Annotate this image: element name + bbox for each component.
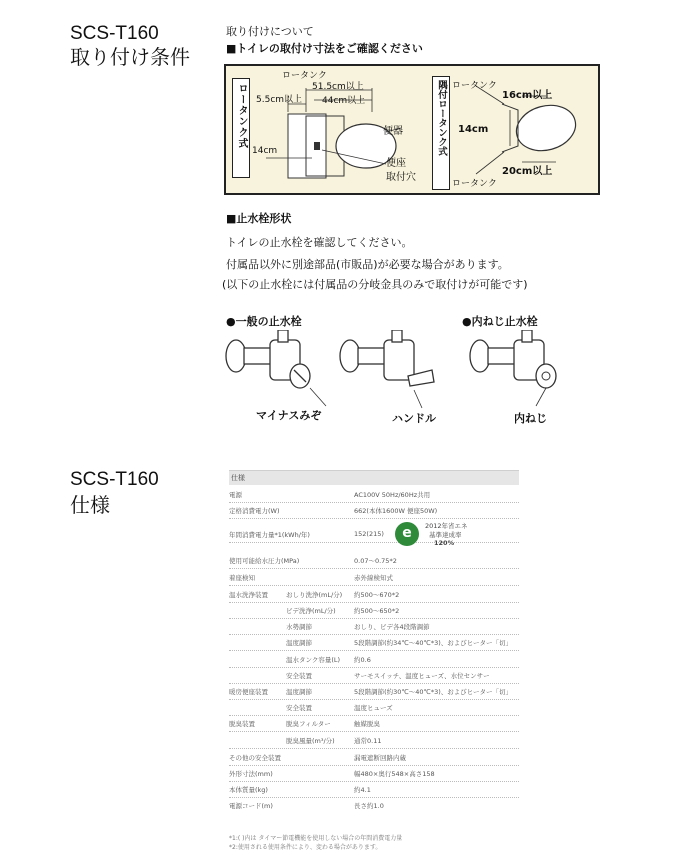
- spec-cell-c1: 電源コード(m): [229, 802, 273, 810]
- spec-cell-c2: 水勢調節: [286, 623, 312, 631]
- general-valve-label: ●一般の止水栓: [226, 315, 302, 328]
- spec-cell-c1: 本体質量(kg): [229, 786, 268, 794]
- spec-cell-c2: 脱臭フィルター: [286, 720, 331, 728]
- spec-row-divider: [229, 634, 519, 635]
- spec-table-header: [229, 470, 519, 485]
- spec-cell-c2: 安全装置: [286, 672, 312, 680]
- section2-model-title: SCS-T160: [70, 469, 159, 490]
- benki-label: 便器: [383, 126, 403, 137]
- spec-cell-c3: 漏電遮断回路内蔵: [354, 754, 406, 762]
- toritsuke-label: 取付穴: [386, 172, 416, 183]
- spec-cell-c3: サーモスイッチ、温度ヒューズ、水位センサー: [354, 672, 490, 680]
- caption-inner-thread: 内ねじ: [514, 412, 547, 425]
- install-subheading: ■トイレの取付け寸法をご確認ください: [226, 42, 423, 55]
- spec-cell-c3: 通常0.11: [354, 737, 382, 745]
- spec-cell-c2: 温度調節: [286, 639, 312, 647]
- benza-label: 便座: [386, 158, 406, 169]
- dim-20cm: 20cm以上: [502, 166, 553, 177]
- spec-cell-c2: 脱臭風量(m³/分): [286, 737, 335, 745]
- spec-row-divider: [229, 781, 519, 782]
- spec-cell-c3: 5段階調節(約30℃〜40℃*3)、およびヒーター「切」: [354, 688, 512, 696]
- spec-row-divider: [229, 602, 519, 603]
- spec-row-divider: [229, 715, 519, 716]
- spec-footnote-1: *1:( )内は タイマー節電機能を使用しない場合の年間消費電力量: [229, 835, 403, 842]
- spec-cell-c1: 電源: [229, 491, 242, 499]
- spec-row-divider: [229, 502, 519, 503]
- spec-row-divider: [229, 518, 519, 519]
- spec-cell-c1: 暖房便座装置: [229, 688, 268, 696]
- spec-cell-c3: 約4.1: [354, 786, 371, 794]
- inner-valve-label: ●内ねじ止水栓: [462, 315, 538, 328]
- spec-cell-c3: 約0.6: [354, 656, 371, 664]
- valve-minus-groove: [226, 330, 326, 406]
- valve-handle: [340, 330, 434, 408]
- section1-model-title: SCS-T160: [70, 23, 159, 44]
- spec-cell-c1: 定格消費電力(W): [229, 507, 280, 515]
- spec-cell-c1: 使用可能給水圧力(MPa): [229, 557, 300, 565]
- spec-header-label: 仕様: [231, 474, 245, 482]
- spec-footnote-2: *2:使用される使用条件により、変わる場合があります。: [229, 844, 382, 851]
- spec-cell-c3: 長さ約1.0: [354, 802, 384, 810]
- spec-row-divider: [229, 618, 519, 619]
- spec-cell-c1: 年間消費電力量*1(kWh/年): [229, 531, 310, 539]
- valve-inner-thread: [470, 330, 556, 406]
- spec-cell-c3: 662(本体1600W 便座50W): [354, 507, 438, 515]
- spec-cell-c3: 赤外線検知式: [354, 574, 393, 582]
- spec-cell-c3: AC100V 50Hz/60Hz共用: [354, 491, 431, 499]
- valve-line3: (以下の止水栓には付属品の分岐金具のみで取付けが可能です): [222, 278, 528, 291]
- eco-year: 2012年省エネ: [425, 522, 468, 530]
- right-lowtank-bottom: ロータンク: [452, 179, 497, 189]
- lowtank-shape: [288, 114, 326, 178]
- dim-5-5cm: 5.5cm以上: [256, 95, 303, 105]
- spec-row-divider: [229, 765, 519, 766]
- spec-cell-c3: 152(215): [354, 530, 384, 538]
- dim-44cm: 44cm以上: [322, 96, 366, 106]
- eco-pct: 120%: [434, 539, 455, 547]
- spec-row-divider: [229, 568, 519, 569]
- spec-cell-c3: 約500〜650*2: [354, 607, 400, 615]
- spec-cell-c1: 脱臭装置: [229, 720, 255, 728]
- spec-row-divider: [229, 699, 519, 700]
- section2-subtitle: 仕様: [70, 495, 110, 517]
- dim-14cm-left: 14cm: [252, 146, 278, 156]
- valve-heading: ■止水栓形状: [226, 212, 292, 225]
- dimension-diagram: [224, 64, 600, 195]
- eco-rate: 基準達成率: [429, 531, 462, 539]
- spec-cell-c1: 温水洗浄装置: [229, 591, 268, 599]
- valve-line1: トイレの止水栓を確認してください。: [226, 236, 413, 249]
- lowtank-label: ロータンク: [282, 71, 327, 81]
- spec-cell-c3: 温度ヒューズ: [354, 704, 393, 712]
- spec-cell-c3: 幅480×奥行548×高さ158: [354, 770, 435, 778]
- section1-subtitle: 取り付け条件: [70, 47, 190, 69]
- spec-row-divider: [229, 650, 519, 651]
- dim-14cm-right: 14cm: [458, 124, 489, 135]
- spec-cell-c2: おしり洗浄(mL/分): [286, 591, 343, 599]
- spec-row-divider: [229, 585, 519, 586]
- spec-row-divider: [229, 683, 519, 684]
- eco-mark-icon: e: [395, 522, 419, 546]
- spec-cell-c3: 5段階調節(約34℃〜40℃*3)、およびヒーター「切」: [354, 639, 512, 647]
- spec-row-divider: [229, 797, 519, 798]
- spec-cell-c2: 温水タンク容量(L): [286, 656, 341, 664]
- spec-row-divider: [229, 542, 519, 543]
- install-heading: 取り付けについて: [226, 25, 314, 38]
- spec-cell-c2: ビデ洗浄(mL/分): [286, 607, 336, 615]
- spec-cell-c2: 安全装置: [286, 704, 312, 712]
- spec-row-divider: [229, 731, 519, 732]
- right-lowtank-top: ロータンク: [452, 81, 497, 91]
- spec-cell-c1: 着座検知: [229, 574, 255, 582]
- spec-cell-c3: 約500〜670*2: [354, 591, 400, 599]
- spec-row-divider: [229, 748, 519, 749]
- right-type-label: 隅付ロータンク式: [436, 80, 447, 156]
- dim-51-5cm: 51.5cm以上: [312, 82, 364, 92]
- spec-cell-c3: 触媒脱臭: [354, 720, 380, 728]
- spec-cell-c3: 0.07〜0.75*2: [354, 557, 397, 565]
- spec-row-divider: [229, 667, 519, 668]
- spec-cell-c2: 温度調節: [286, 688, 312, 696]
- left-type-label: ロータンク式: [236, 83, 247, 149]
- valve-line2: 付属品以外に別途部品(市販品)が必要な場合があります。: [226, 258, 509, 271]
- dim-16cm: 16cm以上: [502, 90, 553, 101]
- spec-cell-c1: 外形寸法(mm): [229, 770, 273, 778]
- caption-handle: ハンドル: [392, 412, 436, 425]
- spec-cell-c3: おしり、ビデ各4段階調節: [354, 623, 430, 631]
- caption-minus-groove: マイナスみぞ: [256, 409, 322, 422]
- spec-cell-c1: その他の安全装置: [229, 754, 281, 762]
